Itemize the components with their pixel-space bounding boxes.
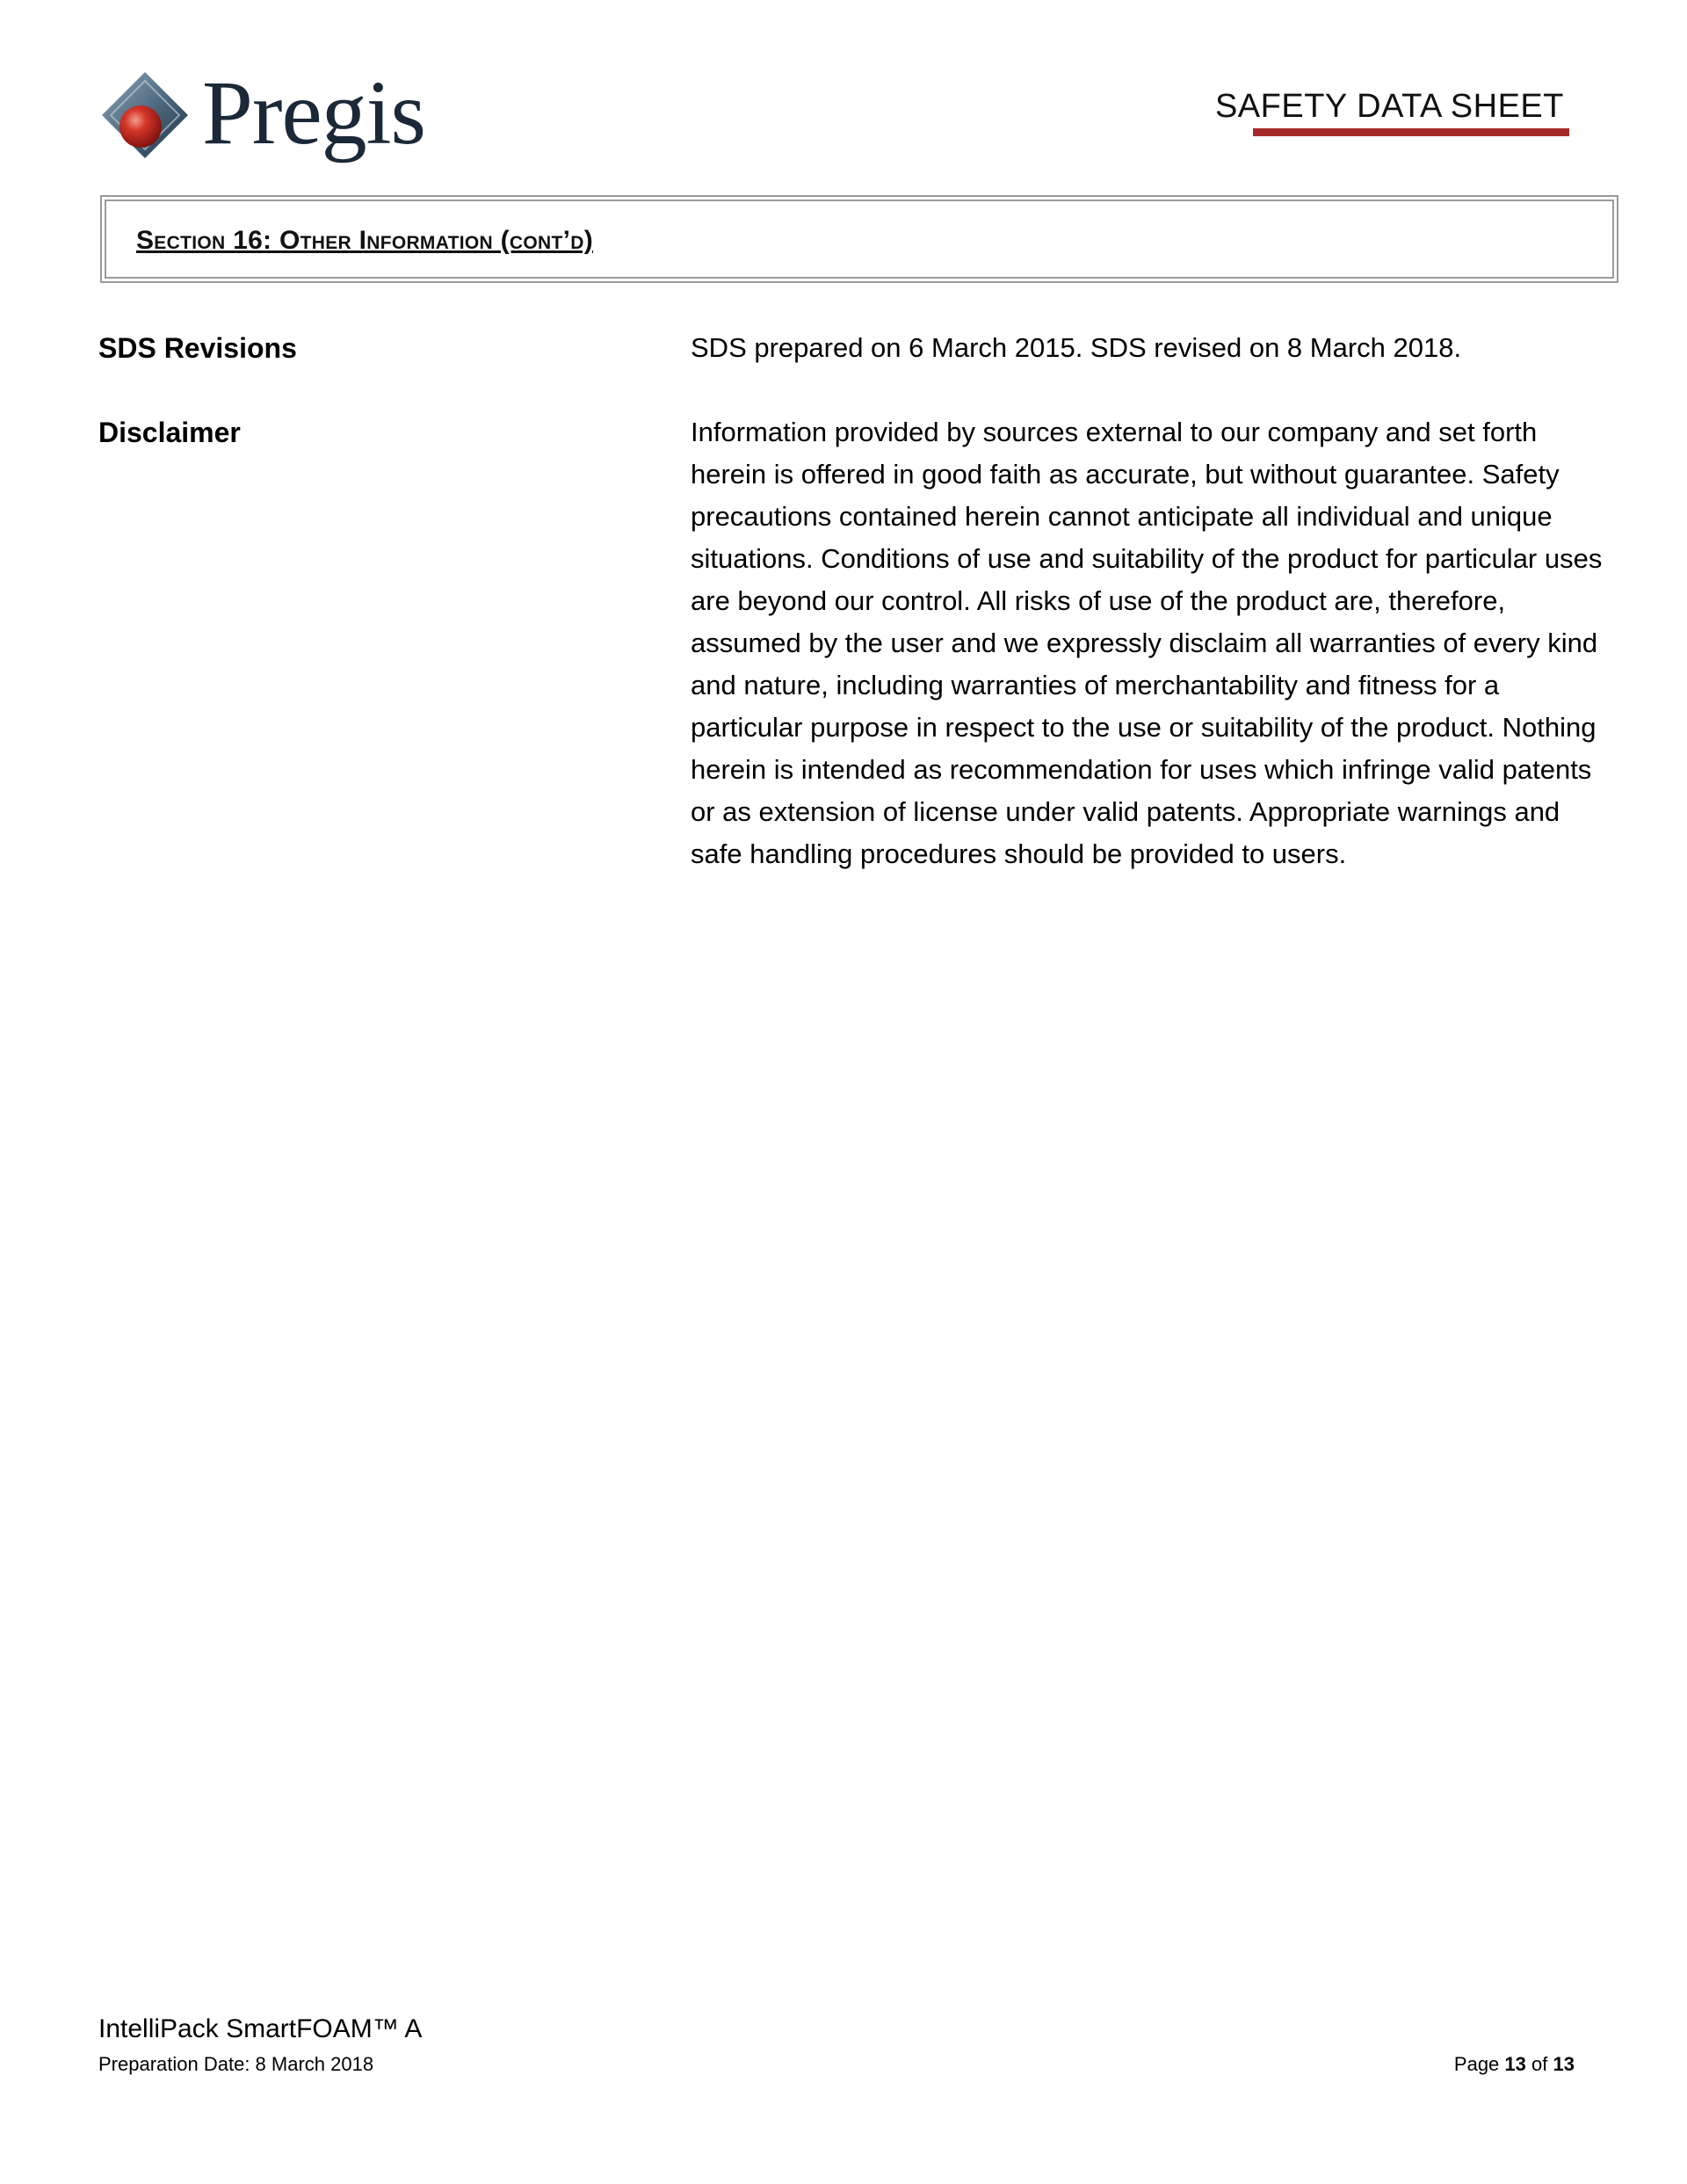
footer-preparation-date: Preparation Date: 8 March 2018 (98, 2053, 374, 2075)
section-header-box (100, 195, 1618, 283)
sds-revisions-value: SDS prepared on 6 March 2015. SDS revised on 8 March 2018. (691, 332, 1462, 363)
company-logo (98, 62, 425, 163)
brand-name: Pregis (202, 62, 425, 163)
sds-revisions-label: SDS Revisions (98, 332, 297, 364)
page-of: of (1531, 2053, 1548, 2075)
document-type-underline (1253, 128, 1569, 136)
pregis-diamond-icon (98, 69, 192, 162)
page-word: Page (1453, 2053, 1500, 2075)
document-type-label: SAFETY DATA SHEET (1214, 88, 1564, 125)
document-type (1210, 90, 1569, 136)
footer-product-name: IntelliPack SmartFOAM™ A (98, 2014, 423, 2043)
disclaimer-label: Disclaimer (98, 417, 241, 448)
page-total: 13 (1553, 2053, 1575, 2075)
section-title: Section 16: Other Information (cont’d) (136, 226, 594, 255)
disclaimer-text: Information provided by sources external to our company and set forth herein is offered in good faith as accurate, but without guarantee. Safety precautions contained herein cannot anticipate all individual and unique situations. Conditions of use and suitability of the product for particular uses are beyond our control. All risks of use of the product are, therefore, assumed by the user and we expressly disclaim all warranties of every kind and nature, including warranties of merchantability and fitness for a particular purpose in respect to the use or suitability of the product. Nothing herein is intended as recommendation for uses which infringe valid patents or as extension of license under valid patents. Appropriate warnings and safe handling procedures should be provided to users. (691, 417, 1603, 869)
page-number (1454, 2053, 1575, 2076)
page-current: 13 (1504, 2053, 1526, 2075)
